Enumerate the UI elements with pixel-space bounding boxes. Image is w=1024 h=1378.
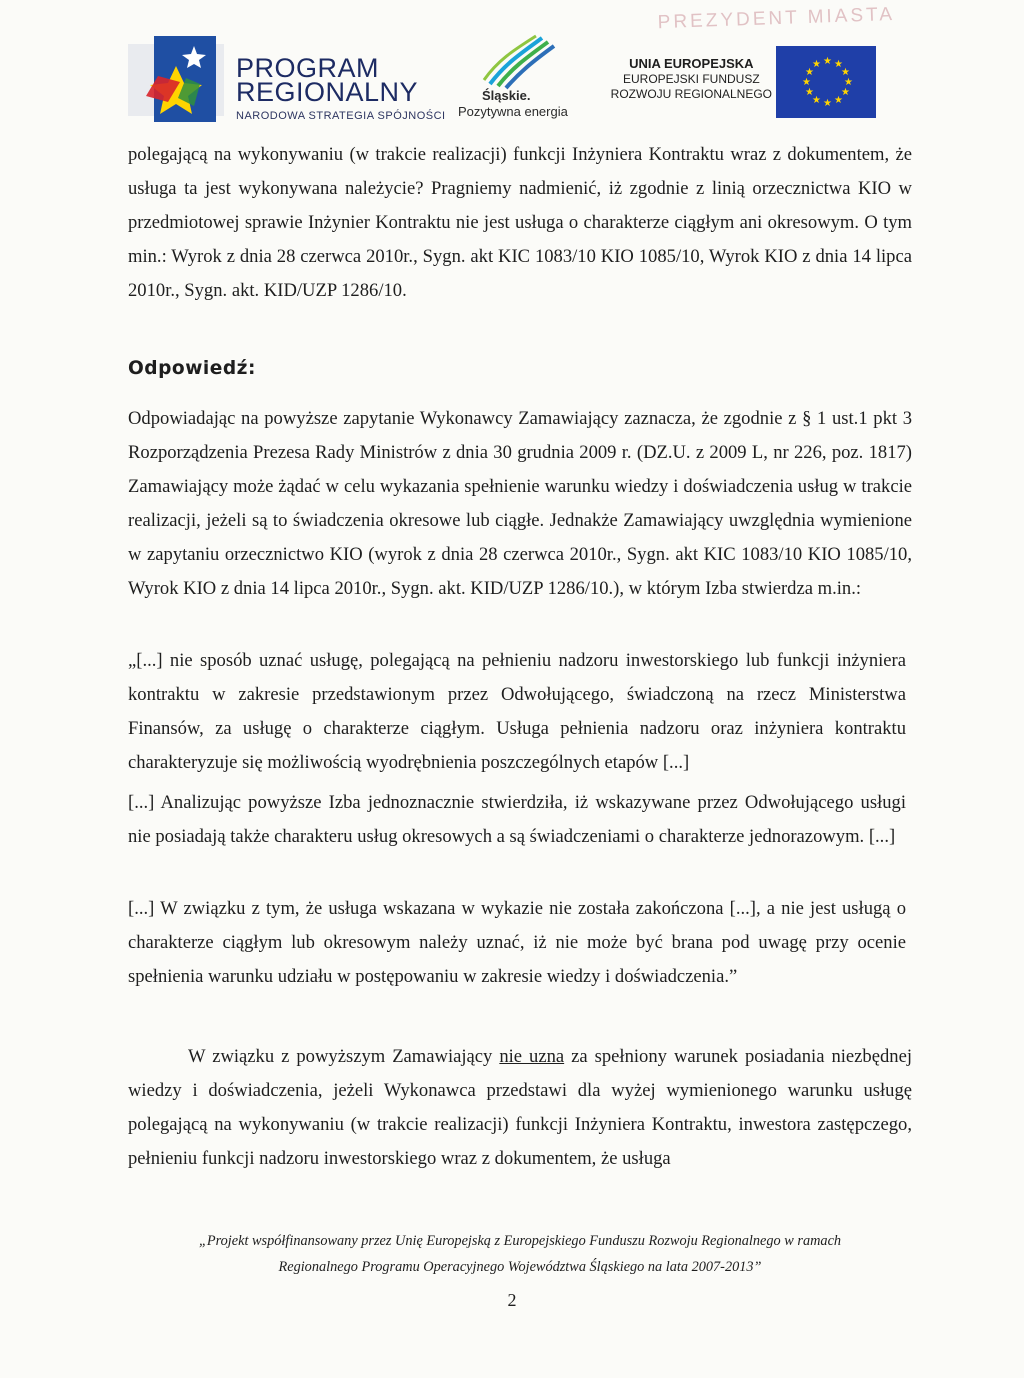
page-number: 2 bbox=[507, 1290, 517, 1310]
quote-block-1 bbox=[128, 644, 906, 780]
paragraph-text bbox=[128, 1040, 912, 1176]
quote-text: [...] W związku z tym, że usługa wskazana w wykazie nie została zakończona [...], a nie jest usługą o charakterze ciągłym lub okresowym należy uznać, iż nie może być brana pod uwagę przy ocenie spełnienia warunku udziału w postępowaniu w zakresie wiedzy i doświadczenia.” bbox=[128, 898, 906, 987]
star-emblem-icon bbox=[128, 36, 248, 126]
svg-text:★: ★ bbox=[802, 77, 811, 88]
ue-line2: EUROPEJSKI FUNDUSZ bbox=[622, 72, 760, 86]
strategia-label: NARODOWA STRATEGIA SPÓJNOŚCI bbox=[236, 110, 446, 122]
ue-text bbox=[611, 56, 772, 102]
svg-text:★: ★ bbox=[823, 56, 832, 67]
svg-text:★: ★ bbox=[841, 67, 850, 78]
regionalny-label: REGIONALNY bbox=[236, 77, 419, 107]
page-footer bbox=[128, 1228, 912, 1280]
svg-text:★: ★ bbox=[812, 95, 821, 106]
svg-text:★: ★ bbox=[805, 87, 814, 98]
unia-europejska-logo bbox=[590, 46, 890, 126]
program-label: PROGRAM bbox=[236, 53, 380, 83]
program-regionalny-text bbox=[236, 53, 446, 122]
slaskie-tagline: Pozytywna energia bbox=[458, 104, 568, 119]
answer-heading: Odpowiedź: bbox=[128, 358, 256, 379]
paragraph-question bbox=[128, 138, 912, 308]
svg-text:★: ★ bbox=[823, 98, 832, 109]
footer-line2: Regionalnego Programu Operacyjnego Województwa Śląskiego na lata 2007-2013” bbox=[278, 1259, 762, 1275]
conclusion-text-start: W związku z powyższym Zamawiający bbox=[188, 1046, 500, 1067]
program-regionalny-logo bbox=[128, 36, 468, 126]
quote-text: [...] Analizując powyższe Izba jednoznacznie stwierdziła, iż wskazywane przez Odwołującego usługi nie posiadają także charakteru usług okresowych a są świadczeniami o charakterze jednorazowym. [...] bbox=[128, 792, 906, 847]
quote-block-3 bbox=[128, 892, 906, 994]
slaskie-wave-icon bbox=[480, 34, 560, 90]
svg-text:★: ★ bbox=[834, 95, 843, 106]
quote-text: „[...] nie sposób uznać usługę, polegającą na pełnieniu nadzoru inwestorskiego lub funkcji inżyniera kontraktu w zakresie przedstawionym przez Odwołującego, świadczoną na rzecz Ministerstwa Finansów, za usługę o charakterze ciągłym. Usługa pełnienia nadzoru oraz inżyniera kontraktu charakteryzuje się możliwością wyodrębnienia poszczególnych etapów [...] bbox=[128, 650, 906, 773]
eu-flag-icon bbox=[776, 46, 876, 118]
underlined-phrase: nie uzna bbox=[499, 1046, 565, 1067]
quote-block-2 bbox=[128, 786, 906, 854]
conclusion-text-end: za spełniony warunek posiadania niezbędnej wiedzy i doświadczenia, jeżeli Wykonawca przedstawi dla wyżej wymienionego warunku usługę polegającą na wykonywaniu (w trakcie realizacji) funkcji Inżyniera Kontraktu, inwestora zastępczego, pełnieniu funkcji nadzoru inwestorskiego wraz z dokumentem, że usługa bbox=[128, 1046, 912, 1169]
ue-line1: UNIA EUROPEJSKA bbox=[629, 56, 754, 71]
paragraph-conclusion bbox=[128, 1040, 912, 1176]
paragraph-text: polegającą na wykonywaniu (w trakcie realizacji) funkcji Inżyniera Kontraktu wraz z dokumentem, że usługa ta jest wykonywana należycie? Pragniemy nadmienić, iż zgodnie z linią orzecznictwa KIO w przedmiotowej sprawie Inżynier Kontraktu nie jest usługa o charakterze ciągłym ani okresowym. O tym min.: Wyrok z dnia 28 czerwca 2010r., Sygn. akt KIC 1083/10 KIO 1085/10, Wyrok KIO z dnia 14 lipca 2010r., Sygn. akt. KID/UZP 1286/10. bbox=[128, 144, 912, 301]
stamp-watermark: PREZYDENT MIASTA bbox=[657, 3, 896, 34]
slaskie-name: Śląskie. bbox=[482, 88, 531, 103]
paragraph-text: Odpowiadając na powyższe zapytanie Wykonawcy Zamawiający zaznacza, że zgodnie z § 1 ust.1 pkt 3 Rozporządzenia Prezesa Rady Ministrów z dnia 30 grudnia 2009 r. (DZ.U. z 2009 L, nr 226, poz. 1817) Zamawiający może żądać w celu wykazania spełnienie warunku wiedzy i doświadczenia usług w trakcie realizacji, jeżeli są to świadczenia okresowe lub ciągłe. Jednakże Zamawiający uwzględnia wymienione w zapytaniu orzecznictwo KIO (wyrok z dnia 28 czerwca 2010r., Sygn. akt KIC 1083/10 KIO 1085/10, Wyrok KIO z dnia 14 lipca 2010r., Sygn. akt. KID/UZP 1286/10.), w którym Izba stwierdza m.in.: bbox=[128, 408, 912, 599]
page-header bbox=[0, 0, 1024, 140]
svg-text:★: ★ bbox=[805, 67, 814, 78]
paragraph-answer bbox=[128, 402, 912, 606]
svg-text:★: ★ bbox=[844, 77, 853, 88]
svg-text:★: ★ bbox=[812, 59, 821, 70]
svg-text:★: ★ bbox=[841, 87, 850, 98]
ue-line3: ROZWOJU REGIONALNEGO bbox=[610, 87, 772, 101]
slaskie-logo bbox=[452, 36, 582, 128]
footer-line1: „Projekt współfinansowany przez Unię Europejską z Europejskiego Funduszu Rozwoju Regionalnego w ramach bbox=[198, 1233, 842, 1249]
svg-text:★: ★ bbox=[834, 59, 843, 70]
